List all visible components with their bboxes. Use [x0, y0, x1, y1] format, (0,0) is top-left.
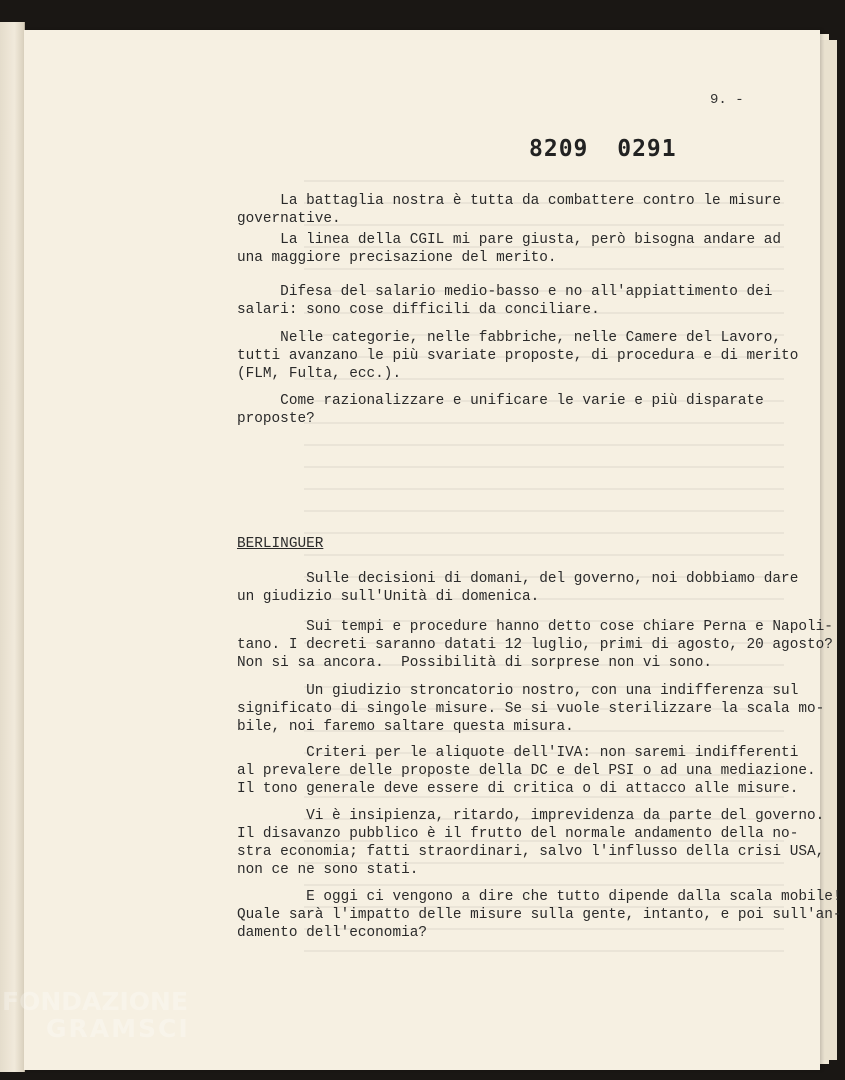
- paragraph: Un giudizio stroncatorio nostro, con una indifferenza sul significato di singole misure. Se si vuole sterilizzare la scala mo- bile, noi faremo saltare questa misura.: [237, 683, 825, 735]
- paragraph: Come razionalizzare e unificare le varie e più disparate proposte?: [237, 393, 764, 427]
- fondazione-gramsci-watermark: [2, 988, 190, 1042]
- paragraph: E oggi ci vengono a dire che tutto dipende dalla scala mobile! Quale sarà l'impatto delle misure sulla gente, intanto, e poi sull'an- damento dell'economia?: [237, 889, 842, 941]
- document-page: [24, 30, 842, 1070]
- previous-page-edge: [0, 22, 25, 1072]
- paragraph: Sui tempi e procedure hanno detto cose chiare Perna e Napoli- tano. I decreti saranno datati 12 luglio, primi di agosto, 20 agosto? Non si sa ancora. Possibilità di sorprese non vi sono.: [237, 619, 833, 671]
- watermark-line1: FONDAZIONE: [2, 987, 189, 1016]
- paragraph: La linea della CGIL mi pare giusta, però bisogna andare ad una maggiore precisazione del merito.: [237, 232, 782, 266]
- paragraph: Sulle decisioni di domani, del governo, noi dobbiamo dare un giudizio sull'Unità di domenica.: [237, 571, 799, 605]
- paragraph: Nelle categorie, nelle fabbriche, nelle Camere del Lavoro, tutti avanzano le più svariate proposte, di procedura e di merito (FLM, Fulta, ecc.).: [237, 330, 799, 382]
- paragraph: La battaglia nostra è tutta da combattere contro le misure governative.: [237, 193, 782, 227]
- paragraph: Difesa del salario medio-basso e no all'appiattimento dei salari: sono cose difficili da conciliare.: [237, 284, 773, 318]
- paragraph: Criteri per le aliquote dell'IVA: non saremi indifferenti al prevalere delle proposte della DC e del PSI o ad una mediazione. Il tono generale deve essere di critica o di attacco alle misure.: [237, 745, 816, 797]
- speaker-heading: BERLINGUER: [237, 536, 324, 552]
- paragraph: Vi è insipienza, ritardo, imprevidenza da parte del governo. Il disavanzo pubblico è il frutto del normale andamento della no- stra economia; fatti straordinari, salvo l'influsso della crisi USA, non ce ne sono stati.: [237, 808, 825, 878]
- watermark-line2: GRAMSCI: [46, 1014, 190, 1043]
- page-number: 9. -: [710, 92, 744, 108]
- archive-stamp-number: 8209 0291: [529, 136, 677, 162]
